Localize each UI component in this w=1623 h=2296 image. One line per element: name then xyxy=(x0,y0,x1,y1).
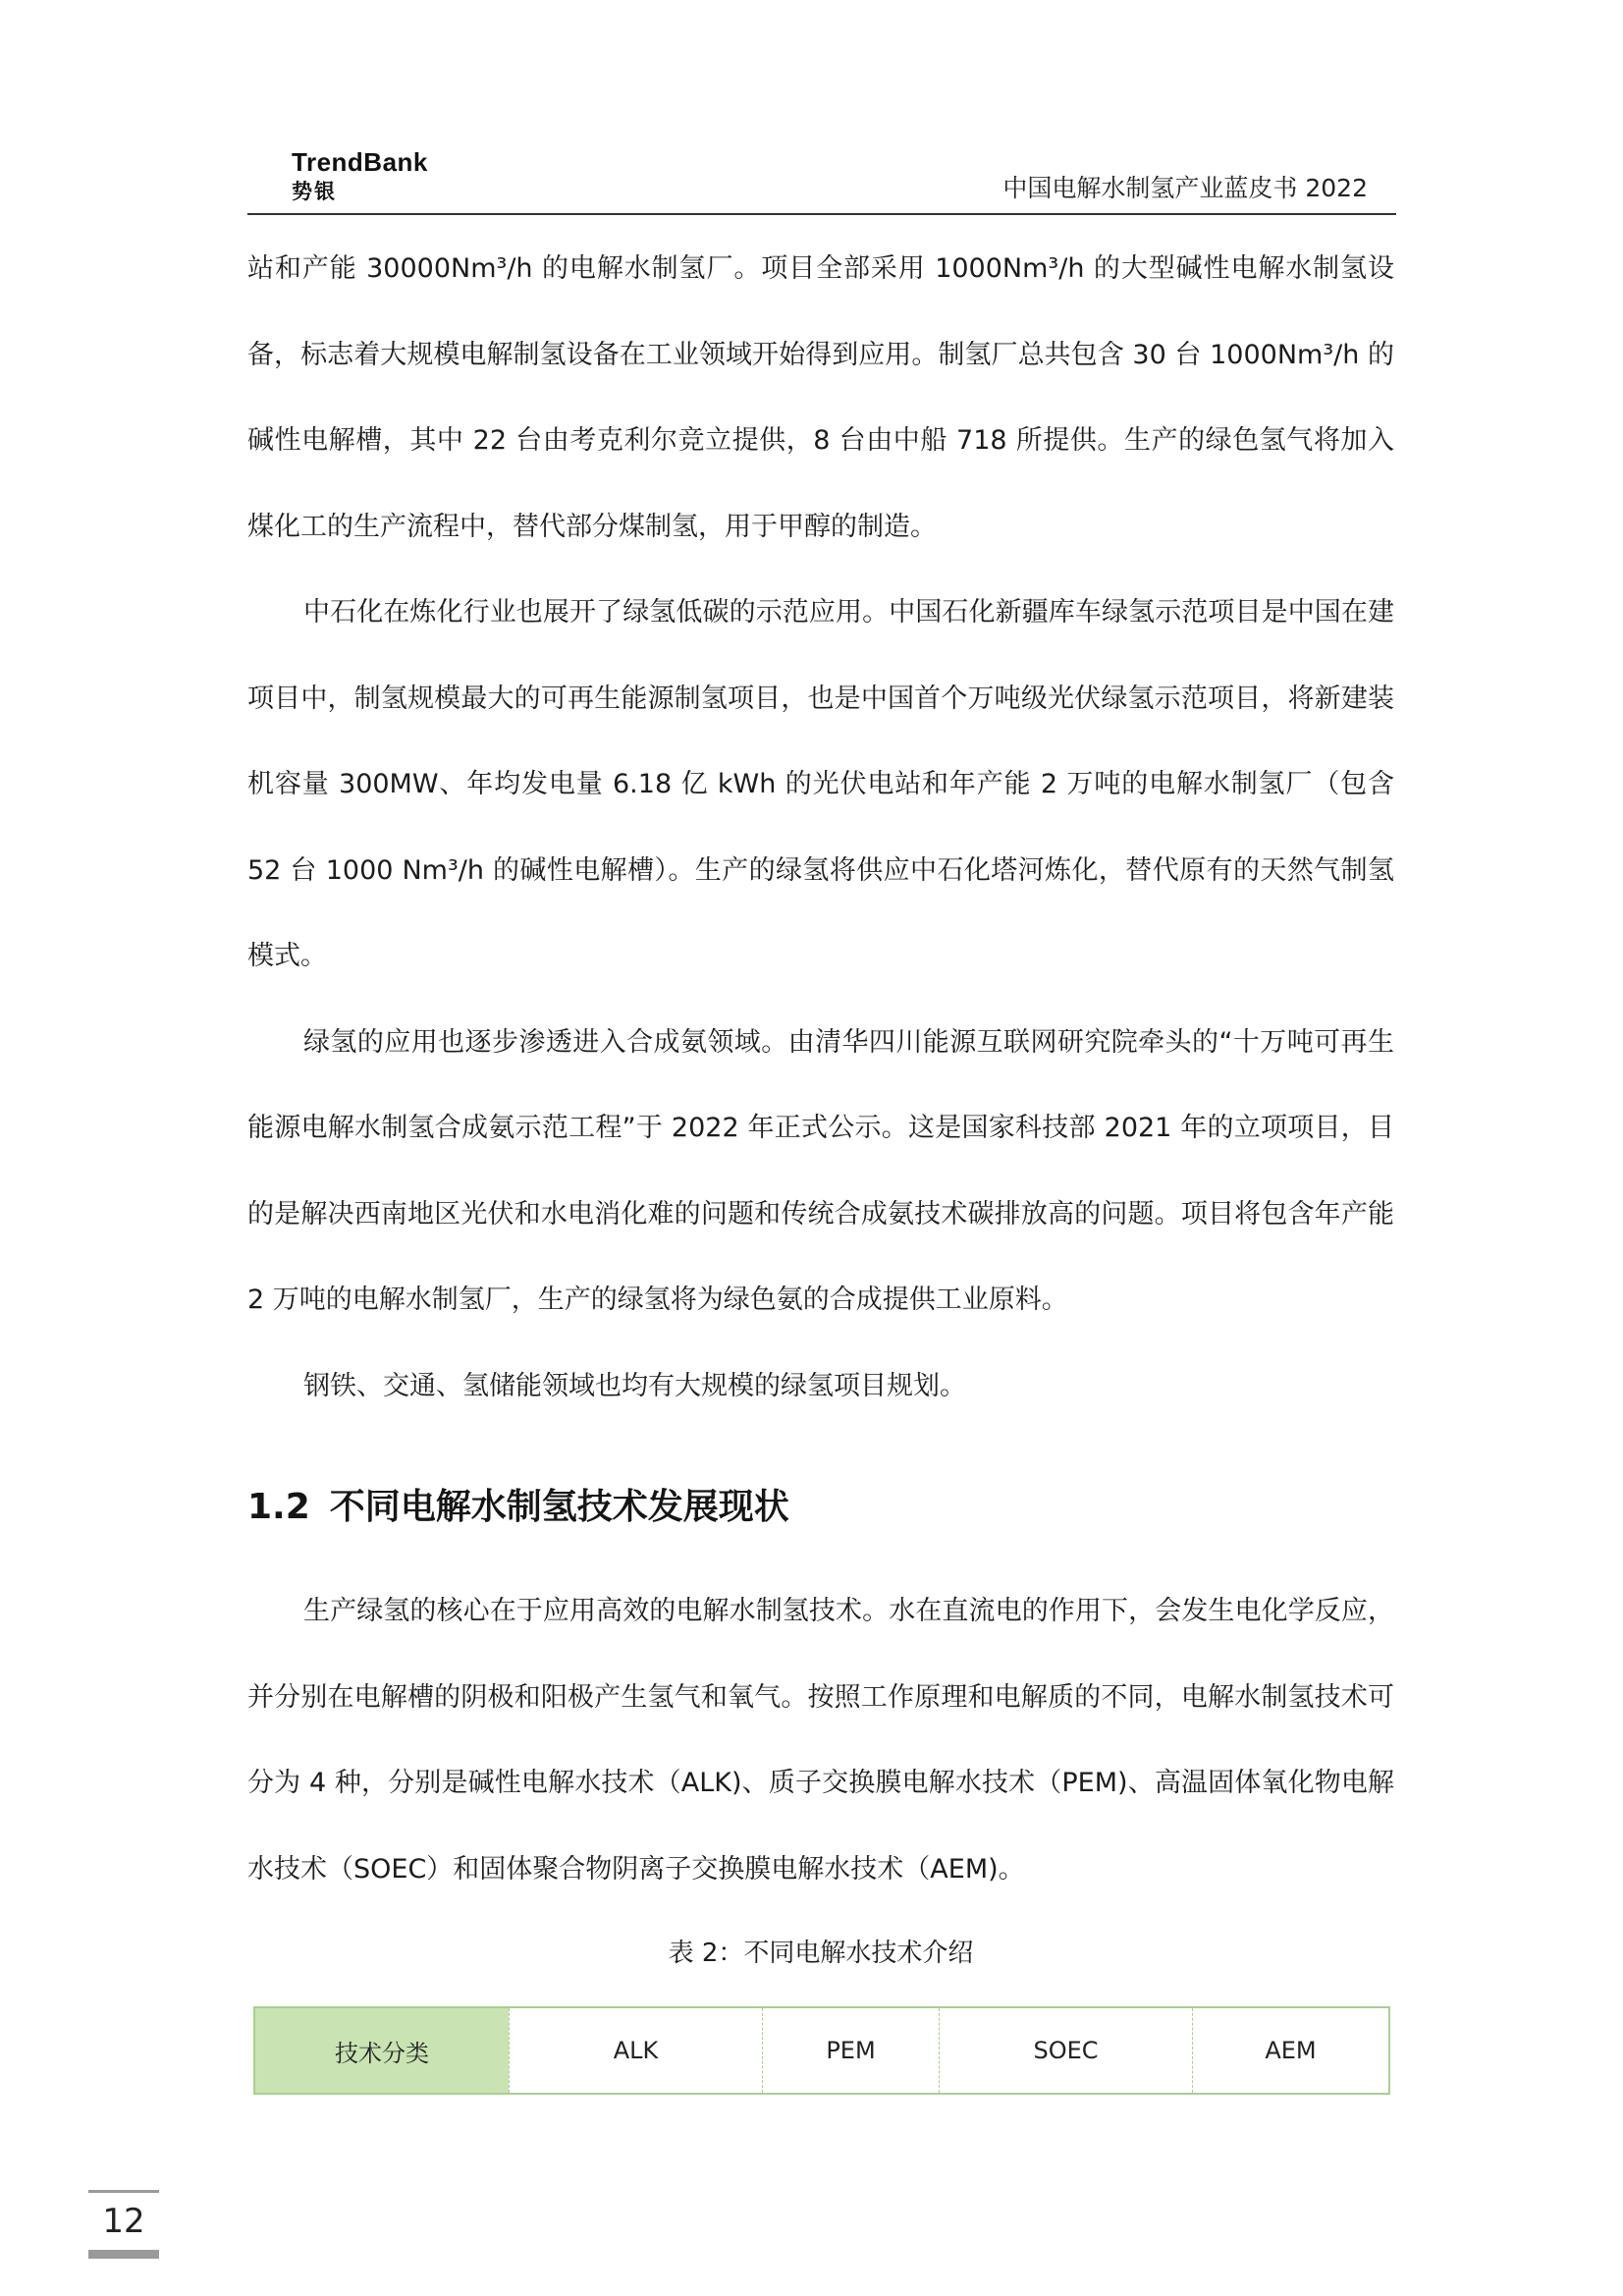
section-title: 不同电解水制氢技术发展现状 xyxy=(329,1487,789,1527)
paragraph-green-ammonia: 绿氢的应用也逐步渗透进入合成氨领域。由清华四川能源互联网研究院牵头的“十万吨可再生能源电解水制氢合成氨示范工程”于 2022 年正式公示。这是国家科技部 2021 年的立项项目，目的是解决西南地区光伏和水电消化难的问题和传统合成氨技术碳排放高的问题。项目将包含年产能 2 万吨的电解水制氢厂，生产的绿氢将为绿色氨的合成提供工业原料。 xyxy=(247,1026,1394,1315)
logo-text-en: TrendBank xyxy=(292,147,428,177)
page-number-bottom-bar xyxy=(88,2250,159,2259)
table-caption: 表 2：不同电解水技术介绍 xyxy=(668,1939,974,1968)
page-number: 12 xyxy=(102,2202,145,2241)
table-header-cell-soec: SOEC xyxy=(939,2008,1192,2093)
technology-table xyxy=(253,2006,1390,2095)
paragraph-sinopec-kuqa: 中石化在炼化行业也展开了绿氢低碳的示范应用。中国石化新疆库车绿氢示范项目是中国在建项目中，制氢规模最大的可再生能源制氢项目，也是中国首个万吨级光伏绿氢示范项目，将新建装机容量 300MW、年均发电量 6.18 亿 kWh 的光伏电站和年产能 2 万吨的电解水制氢厂（包含 52 台 1000 Nm³/h 的碱性电解槽）。生产的绿氢将供应中石化塔河炼化，替代原有的天然气制氢模式。 xyxy=(247,597,1394,971)
running-header-title: 中国电解水制氢产业蓝皮书 2022 xyxy=(1002,174,1368,202)
paragraph-technology-overview: 生产绿氢的核心在于应用高效的电解水制氢技术。水在直流电的作用下，会发生电化学反应，并分别在电解槽的阴极和阳极产生氢气和氧气。按照工作原理和电解质的不同，电解水制氢技术可分为 4 种，分别是碱性电解水技术（ALK)、质子交换膜电解水技术（PEM)、高温固体氧化物电解水技术（SOEC）和固体聚合物阴离子交换膜电解水技术（AEM)。 xyxy=(247,1596,1394,1885)
table-header-cell-category: 技术分类 xyxy=(255,2008,509,2093)
table-header-cell-pem: PEM xyxy=(762,2008,939,2093)
paragraph-electrolysis-plant: 站和产能 30000Nm³/h 的电解水制氢厂。项目全部采用 1000Nm³/h 的大型碱性电解水制氢设备，标志着大规模电解制氢设备在工业领域开始得到应用。制氢厂总共包含 30 台 1000Nm³/h 的碱性电解槽，其中 22 台由考克利尔竞立提供，8 台由中船 718 所提供。生产的绿色氢气将加入煤化工的生产流程中，替代部分煤制氢，用于甲醇的制造。 xyxy=(247,253,1394,542)
table-header-cell-alk: ALK xyxy=(509,2008,762,2093)
logo-text-cn: 势银 xyxy=(292,180,337,203)
section-number: 1.2 xyxy=(247,1487,310,1527)
header-divider xyxy=(247,213,1396,215)
trendbank-logo xyxy=(292,147,459,204)
table-header-cell-aem: AEM xyxy=(1192,2008,1388,2093)
section-heading xyxy=(247,1478,1394,1537)
page-body xyxy=(247,226,1394,1973)
page-number-block xyxy=(88,2190,159,2259)
paragraph-other-sectors: 钢铁、交通、氢储能领域也均有大规模的绿氢项目规划。 xyxy=(303,1370,966,1401)
